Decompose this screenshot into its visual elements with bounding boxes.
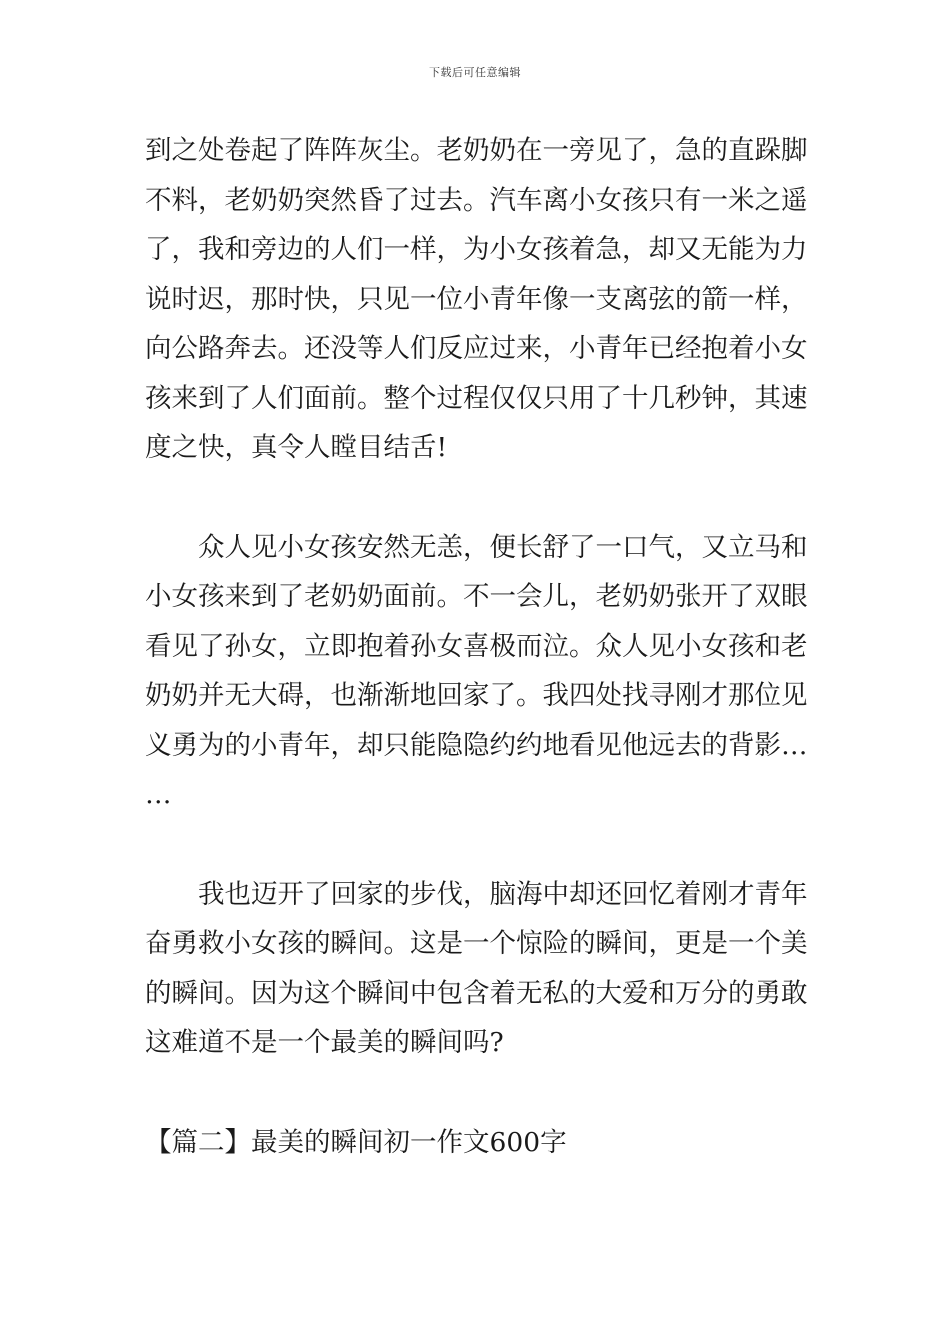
text-line: 我也迈开了回家的步伐，脑海中却还回忆着刚才青年 — [198, 878, 808, 910]
section-title: 【篇二】最美的瞬间初一作文600字 — [145, 1126, 567, 1158]
text-line: 度之快，真令人瞠目结舌! — [145, 432, 448, 463]
paragraph-1 — [145, 126, 810, 473]
text-line: 众人见小女孩安然无恙，便长舒了一口气，又立马和 — [198, 531, 808, 563]
text-line: 孩来到了人们面前。整个过程仅仅只用了十几秒钟，其速 — [145, 382, 808, 414]
text-line: 了，我和旁边的人们一样，为小女孩着急，却又无能为力 — [145, 234, 808, 265]
text-line: 到之处卷起了阵阵灰尘。老奶奶在一旁见了，急的直跺脚 — [145, 135, 808, 166]
text-line: … — [145, 779, 172, 810]
text-line: 奋勇救小女孩的瞬间。这是一个惊险的瞬间，更是一个美 — [145, 928, 808, 959]
text-line: 义勇为的小青年，却只能隐隐约约地看见他远去的背影… — [145, 729, 808, 761]
document-body — [145, 126, 810, 1167]
text-line: 的瞬间。因为这个瞬间中包含着无私的大爱和万分的勇敢 — [145, 977, 808, 1009]
text-line: 小女孩来到了老奶奶面前。不一会儿，老奶奶张开了双眼 — [145, 581, 808, 612]
text-line: 这难道不是一个最美的瞬间吗? — [145, 1027, 504, 1058]
paragraph-2 — [145, 523, 810, 820]
page-header: 下载后可任意编辑 — [429, 66, 521, 79]
text-line: 不料，老奶奶突然昏了过去。汽车离小女孩只有一米之遥 — [145, 184, 808, 216]
text-line: 向公路奔去。还没等人们反应过来，小青年已经抱着小女 — [145, 333, 808, 364]
text-line: 说时迟，那时快，只见一位小青年像一支离弦的箭一样， — [145, 283, 808, 315]
paragraph-3 — [145, 870, 810, 1068]
text-line: 奶奶并无大碍，也渐渐地回家了。我四处找寻刚才那位见 — [145, 680, 808, 711]
text-line: 看见了孙女，立即抱着孙女喜极而泣。众人见小女孩和老 — [145, 630, 808, 662]
